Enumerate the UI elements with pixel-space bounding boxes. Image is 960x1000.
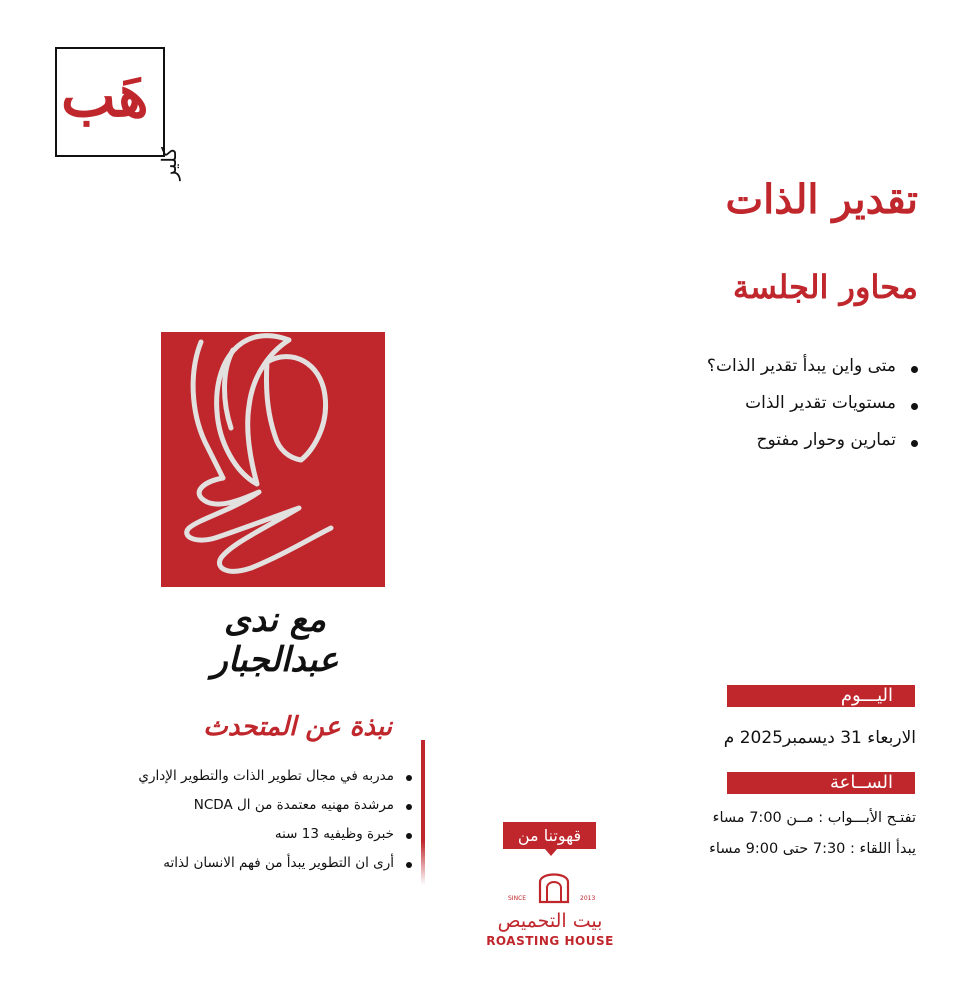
bio-heading: نبذة عن المتحدث [203,712,392,742]
roasting-house-english: ROASTING HOUSE [486,934,614,948]
logo-sub-text: كلير [157,147,181,181]
speaker-name: مع ندى عبدالجبار [211,600,339,680]
bio-item: مدربه في مجال تطوير الذات والتطوير الإداري [138,768,412,784]
event-title: تقدير الذات [725,176,918,223]
logo-main-text: هَب [61,62,149,130]
bio-divider [421,740,425,885]
bio-item: أرى ان التطوير يبدأ من فهم الانسان لذاته [138,855,412,871]
since-label: SINCE [508,895,527,902]
roasting-house-arabic: بيت التحميص [497,910,603,932]
doors-open-time: تفتـح الأبـــواب : مــن 7:00 مساء [712,810,916,826]
topics-list [707,356,918,467]
speaker-illustration [161,332,385,587]
coffee-sponsor-tag: قهوتنا من [503,822,596,849]
event-date: الاربعاء 31 ديسمبر2025 م [723,728,916,748]
roasting-house-logo-icon [508,868,600,908]
session-time: يبدأ اللقاء : 7:30 حتى 9:00 مساء [709,841,916,857]
topic-item: متى واين يبدأ تقدير الذات؟ [707,356,918,376]
brand-logo [55,47,181,181]
bio-list [138,768,412,884]
bio-item: خبرة وظيفيه 13 سنه [138,826,412,842]
topic-item: مستويات تقدير الذات [707,393,918,413]
session-topics-heading: محاور الجلسة [732,268,918,306]
since-year: 2013 [580,895,596,902]
bio-item: مرشدة مهنيه معتمدة من ال NCDA [138,797,412,813]
topic-item: تمارين وحوار مفتوح [707,430,918,450]
time-label: الســاعة [727,772,915,794]
day-label: اليـــوم [727,685,915,707]
